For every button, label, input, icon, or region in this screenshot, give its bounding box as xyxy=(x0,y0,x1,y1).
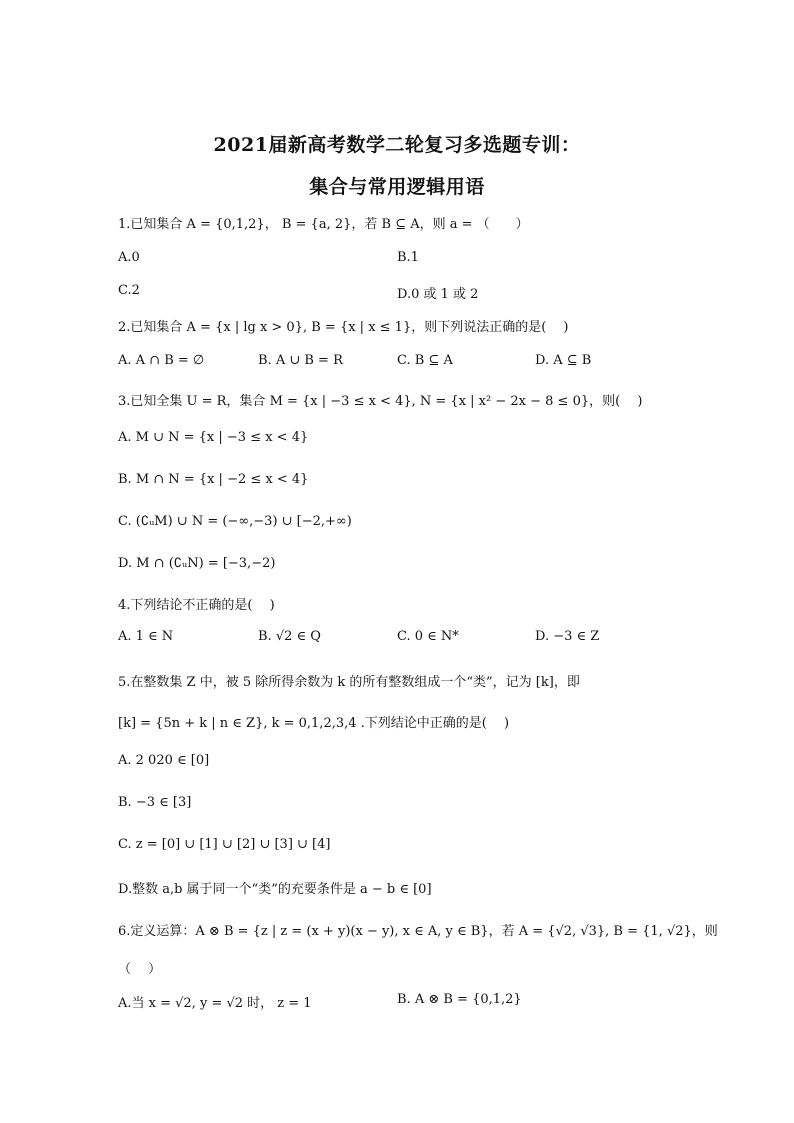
question-6-option-a: A.当 x = √2, y = √2 时， z = 1 xyxy=(118,996,312,1011)
question-3-option-b: B. M ∩ N = {x | −2 ≤ x < 4} xyxy=(118,472,309,487)
question-2-option-c: C. B ⊆ A xyxy=(397,353,453,368)
question-4-option-b: B. √2 ∈ Q xyxy=(258,629,321,644)
question-6-option-b: B. A ⊗ B = {0,1,2} xyxy=(397,992,522,1007)
question-1-option-c: C.2 xyxy=(118,283,140,298)
question-4-option-c: C. 0 ∈ N* xyxy=(397,629,459,644)
question-2-option-b: B. A ∪ B = R xyxy=(258,353,343,368)
question-5-stem-line1: 5.在整数集 Z 中，被 5 除所得余数为 k 的所有整数组成一个“类”，记为 [k]，即 xyxy=(118,675,580,690)
question-2-option-d: D. A ⊆ B xyxy=(535,353,592,368)
question-5-option-a: A. 2 020 ∈ [0] xyxy=(118,753,210,768)
question-3-option-c: C. (∁ᵤM) ∪ N = (−∞,−3) ∪ [−2,+∞) xyxy=(118,514,352,529)
question-2-stem: 2.已知集合 A = {x | lg x > 0}, B = {x | x ≤ 1}，则下列说法正确的是( ) xyxy=(118,320,569,335)
question-3-stem: 3.已知全集 U = R，集合 M = {x | −3 ≤ x < 4}, N = {x | x² − 2x − 8 ≤ 0}，则( ) xyxy=(118,394,643,409)
question-1-option-d: D.0 或 1 或 2 xyxy=(397,287,479,302)
doc-title: 2021届新高考数学二轮复习多选题专训： xyxy=(213,134,581,156)
question-1-option-b: B.1 xyxy=(397,250,419,265)
question-5-stem-line2: [k] = {5n + k | n ∈ Z}, k = 0,1,2,3,4 .下列结论中正确的是( ) xyxy=(118,716,510,731)
question-6-stem-line2: （ ） xyxy=(118,962,162,977)
question-1-option-a: A.0 xyxy=(118,250,140,265)
question-5-option-d: D.整数 a,b 属于同一个“类”的充要条件是 a − b ∈ [0] xyxy=(118,882,432,897)
doc-subtitle: 集合与常用逻辑用语 xyxy=(309,176,485,198)
question-5-option-c: C. z = [0] ∪ [1] ∪ [2] ∪ [3] ∪ [4] xyxy=(118,837,331,852)
question-1-stem: 1.已知集合 A = {0,1,2}， B = {a, 2}，若 B ⊆ A，则 a = （ ） xyxy=(118,217,529,232)
question-5-option-b: B. −3 ∈ [3] xyxy=(118,795,192,810)
question-4-option-d: D. −3 ∈ Z xyxy=(535,629,600,644)
question-4-stem: 4.下列结论不正确的是( ) xyxy=(118,598,275,613)
question-3-option-a: A. M ∪ N = {x | −3 ≤ x < 4} xyxy=(118,430,309,445)
question-6-stem-line1: 6.定义运算：A ⊗ B = {z | z = (x + y)(x − y), x ∈ A, y ∈ B}，若 A = {√2, √3}, B = {1, √2}，则 xyxy=(118,924,718,939)
question-3-option-d: D. M ∩ (∁ᵤN) = [−3,−2) xyxy=(118,556,276,571)
question-2-option-a: A. A ∩ B = ∅ xyxy=(118,353,205,368)
question-4-option-a: A. 1 ∈ N xyxy=(118,629,174,644)
